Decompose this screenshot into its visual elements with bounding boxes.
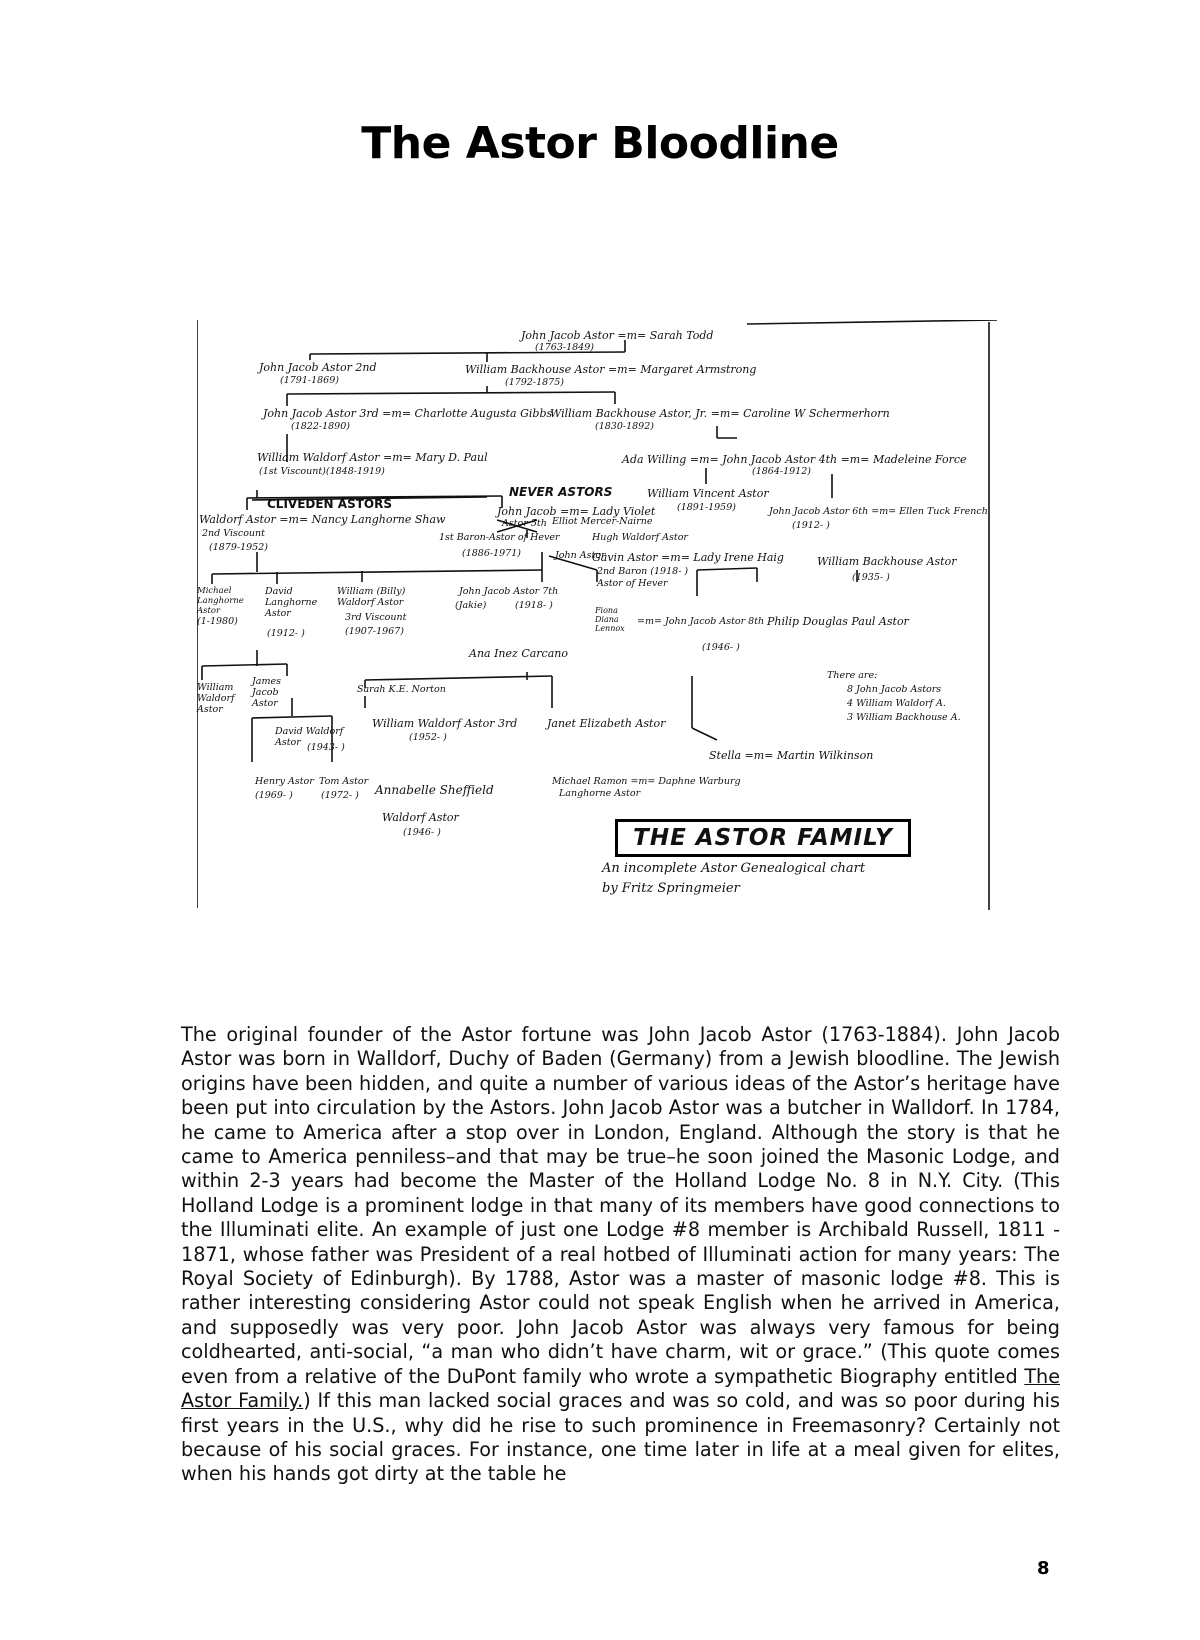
node-michael-r: Michael Ramon =m= Daphne Warburg xyxy=(552,776,741,787)
node-jja4: Ada Willing =m= John Jacob Astor 4th =m= Madeleine Force xyxy=(622,453,967,466)
node-jja7-dates: (1918- ) xyxy=(515,600,553,611)
node-baron1: 1st Baron-Astor of Hever xyxy=(439,532,560,543)
node-elliot: Elliot Mercer-Nairne xyxy=(552,516,653,527)
node-wba2-dates: (1935- ) xyxy=(852,572,890,583)
never-astors-label: NEVER ASTORS xyxy=(509,485,613,499)
body-text-part1: The original founder of the Astor fortune was John Jacob Astor (1763-1884). John Jacob Astor was born in Walldorf, Duchy of Baden (Germany) from a Jewish bloodline. The Jewish origins have been hidden, and quite a number of various ideas of the Astor’s heritage have been put into circulation by the Astors. John Jacob Astor was a butcher in Walldorf. In 1784, he came to America after a stop over in London, England. Although the story is that he came to America penniless–and that may be true–he soon joined the Masonic Lodge, and within 2-3 years had become the Master of the Holland Lodge No. 8 in N.Y. City. (This Holland Lodge is a prominent lodge in that many of its members have good connections to the Illuminati elite. An example of just one Lodge #8 member is Archibald Russell, 1811 - 1871, whose father was President of a real hotbed of Illuminati action for many years: The Royal Society of Edinburgh). By 1788, Astor was a master of masonic lodge #8. This is rather interesting considering Astor could not speak English when he arrived in America, and supposedly was very poor. John Jacob Astor was always very famous for being coldhearted, anti-social, “a man who didn’t have charm, wit or grace.” (This quote comes even from a relative of the DuPont family who wrote a sympathetic Biography entitled xyxy=(181,1023,1060,1388)
count-jja: 8 John Jacob Astors xyxy=(847,684,942,695)
node-wba2: William Backhouse Astor xyxy=(817,555,957,568)
node-jja2: John Jacob Astor 2nd xyxy=(259,361,377,374)
node-sarah: Sarah K.E. Norton xyxy=(357,684,446,695)
node-jja8: =m= John Jacob Astor 8th xyxy=(637,616,765,627)
node-tom: Tom Astor xyxy=(319,776,369,787)
chart-author: by Fritz Springmeier xyxy=(602,881,740,896)
count-wba: 3 William Backhouse A. xyxy=(847,712,961,723)
node-wwa-dates: (1st Viscount)(1848-1919) xyxy=(259,466,385,477)
node-gavin: Gavin Astor =m= Lady Irene Haig xyxy=(592,551,784,564)
node-janet: Janet Elizabeth Astor xyxy=(547,717,666,730)
node-jja7: John Jacob Astor 7th xyxy=(459,586,559,597)
node-jja5-b: Astor 5th xyxy=(502,518,547,529)
node-michael-r2: Langhorne Astor xyxy=(559,788,641,799)
genealogy-chart xyxy=(197,320,1012,925)
node-john-astor: John Astor xyxy=(555,550,606,561)
node-waldorf-b-dates: (1946- ) xyxy=(403,827,441,838)
node-www3: William Waldorf Astor 3rd xyxy=(372,717,518,730)
cliveden-label: CLIVEDEN ASTORS xyxy=(267,497,392,511)
astor-family-box: THE ASTOR FAMILY xyxy=(615,819,911,857)
node-jja6: John Jacob Astor 6th =m= Ellen Tuck French xyxy=(769,506,988,517)
node-wva-dates: (1891-1959) xyxy=(677,502,736,513)
page-number: 8 xyxy=(1037,1558,1050,1579)
node-waldorf-b: Waldorf Astor xyxy=(382,811,459,824)
node-annabelle: Annabelle Sheffield xyxy=(375,783,494,797)
node-waldorf-2nd: Waldorf Astor =m= Nancy Langhorne Shaw xyxy=(199,513,446,526)
node-david: David Langhorne Astor xyxy=(265,586,318,619)
node-waldorf-title: 2nd Viscount xyxy=(202,528,265,539)
node-jja3: John Jacob Astor 3rd =m= Charlotte Augusta Gibbs xyxy=(263,407,553,420)
node-wwa: William Waldorf Astor =m= Mary D. Paul xyxy=(257,451,488,464)
node-jja2-dates: (1791-1869) xyxy=(280,375,339,386)
book-title-link: The Astor Family. xyxy=(181,1364,1060,1413)
node-baron1-dates: (1886-1971) xyxy=(462,548,521,559)
node-jja8-dates: (1946- ) xyxy=(702,642,740,653)
node-michael-dates: (1-1980) xyxy=(197,616,238,627)
node-michael: Michael Langhorne Astor xyxy=(197,586,244,616)
node-philip: Philip Douglas Paul Astor xyxy=(767,615,909,628)
node-david-w: David Waldorf Astor xyxy=(275,726,344,748)
node-hever: Astor of Hever xyxy=(597,578,668,589)
node-jakie: (Jakie) xyxy=(455,600,487,611)
count-header: There are: xyxy=(827,670,878,681)
node-hugh: Hugh Waldorf Astor xyxy=(592,532,688,543)
node-wbajr: William Backhouse Astor, Jr. =m= Caroline W Schermerhorn xyxy=(550,407,890,420)
node-www3-dates: (1952- ) xyxy=(409,732,447,743)
node-baron2: 2nd Baron (1918- ) xyxy=(597,566,689,577)
node-tom-dates: (1972- ) xyxy=(321,790,359,801)
node-jja5: John Jacob =m= Lady Violet xyxy=(497,505,656,518)
node-henry: Henry Astor xyxy=(255,776,314,787)
page-title: The Astor Bloodline xyxy=(361,118,839,169)
node-david-dates: (1912- ) xyxy=(267,628,305,639)
node-jja4-dates: (1864-1912) xyxy=(752,466,811,477)
node-wba-dates: (1792-1875) xyxy=(505,377,564,388)
node-billy: William (Billy) Waldorf Astor xyxy=(337,586,406,608)
chart-caption: An incomplete Astor Genealogical chart xyxy=(602,861,866,876)
node-fiona: Fiona Diana Lennox xyxy=(595,606,625,633)
node-wba: William Backhouse Astor =m= Margaret Armstrong xyxy=(465,363,757,376)
node-jja3-dates: (1822-1890) xyxy=(291,421,350,432)
node-david-w-dates: (1943- ) xyxy=(307,742,345,753)
node-jja6-dates: (1912- ) xyxy=(792,520,830,531)
node-ana-inez: Ana Inez Carcano xyxy=(469,647,568,660)
node-wbajr-dates: (1830-1892) xyxy=(595,421,654,432)
body-paragraph xyxy=(181,1023,1060,1487)
count-wwa: 4 William Waldorf A. xyxy=(847,698,946,709)
node-james: James Jacob Astor xyxy=(252,676,281,709)
founder-dates: (1763-1849) xyxy=(535,342,594,353)
node-william-w: William Waldorf Astor xyxy=(197,682,235,715)
node-billy-title: 3rd Viscount xyxy=(345,612,407,623)
node-stella: Stella =m= Martin Wilkinson xyxy=(709,749,874,762)
body-text-part2: ) If this man lacked social graces and was so cold, and was so poor during his first years in the U.S., why did he rise to such prominence in Freemasonry? Certainly not because of his social graces. For instance, one time later in life at a meal given for elites, when his hands got dirty at the table he xyxy=(181,1389,1060,1486)
node-waldorf-dates: (1879-1952) xyxy=(209,542,268,553)
node-wva: William Vincent Astor xyxy=(647,487,769,500)
founder-couple: John Jacob Astor =m= Sarah Todd xyxy=(521,329,714,342)
node-henry-dates: (1969- ) xyxy=(255,790,293,801)
node-billy-dates: (1907-1967) xyxy=(345,626,404,637)
